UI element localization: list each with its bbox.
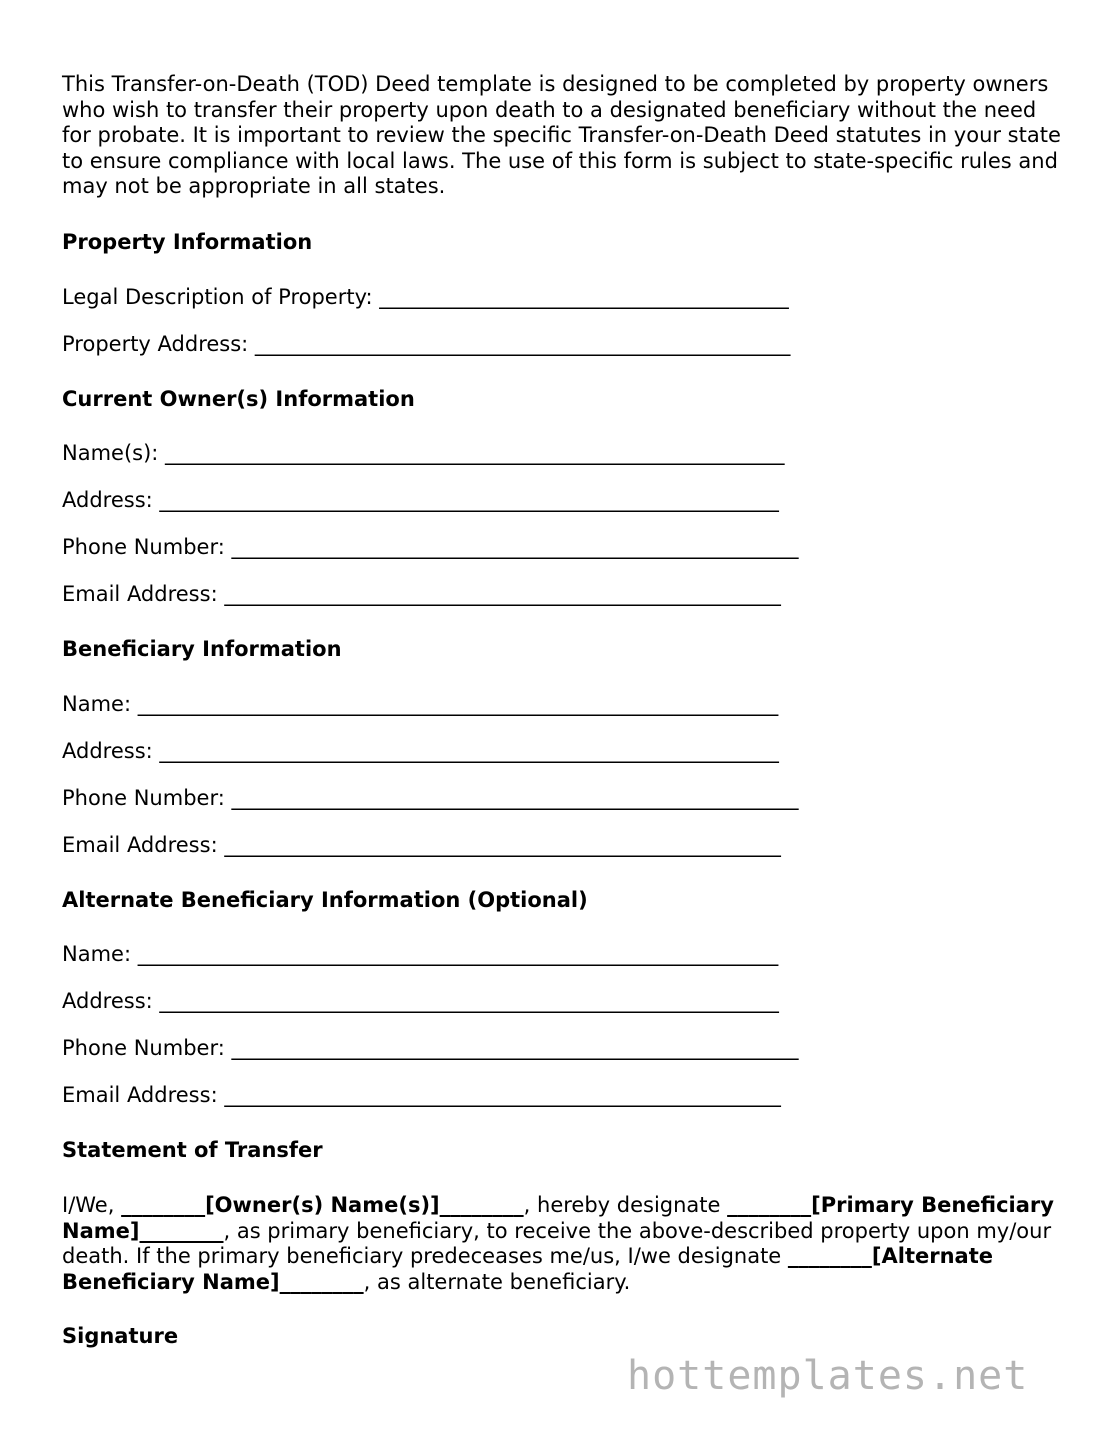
alternate-heading: Alternate Beneficiary Information (Optional)	[62, 887, 588, 912]
owner-names-field[interactable]: Name(s): ___________________________________________________________	[62, 440, 785, 465]
alternate-beneficiary-placeholder[interactable]: ________[Alternate Beneficiary Name]________	[62, 1244, 993, 1294]
alternate-name-field[interactable]: Name: _____________________________________________________________	[62, 941, 779, 966]
property-address-field[interactable]: Property Address: ___________________________________________________	[62, 331, 791, 356]
beneficiary-name-field[interactable]: Name: _____________________________________________________________	[62, 691, 779, 716]
owner-name-placeholder[interactable]: ________[Owner(s) Name(s)]________	[121, 1192, 524, 1217]
owner-phone-field[interactable]: Phone Number: ______________________________________________________	[62, 534, 799, 559]
beneficiary-address-field[interactable]: Address: ___________________________________________________________	[62, 738, 779, 763]
watermark: hottemplates.net	[627, 1353, 1029, 1399]
beneficiary-heading: Beneficiary Information	[62, 636, 342, 661]
owner-email-field[interactable]: Email Address: _____________________________________________________	[62, 581, 781, 606]
statement-text-3: , as primary beneficiary, to receive the above-described property upon my/our death. If the primary beneficiary predeceases me/us, I/we designate	[62, 1218, 1052, 1269]
primary-beneficiary-placeholder[interactable]: ________[Primary Beneficiary Name]________	[62, 1192, 1054, 1243]
intro-paragraph: This Transfer-on-Death (TOD) Deed template is designed to be completed by property owners who wish to transfer their property upon death to a designated beneficiary without the need for probate. It is important to review the specific Transfer-on-Death Deed statutes in your state to ensure compliance with local laws. The use of this form is subject to state-specific rules and may not be appropriate in all states.	[62, 72, 1061, 199]
legal-description-field[interactable]: Legal Description of Property: _______________________________________	[62, 284, 789, 309]
statement-paragraph	[62, 1193, 1062, 1295]
statement-heading: Statement of Transfer	[62, 1137, 323, 1162]
beneficiary-phone-field[interactable]: Phone Number: ______________________________________________________	[62, 785, 799, 810]
signature-heading: Signature	[62, 1324, 179, 1349]
property-heading: Property Information	[62, 229, 313, 254]
owner-heading: Current Owner(s) Information	[62, 386, 415, 411]
statement-text-1: I/We,	[62, 1192, 122, 1217]
alternate-email-field[interactable]: Email Address: _____________________________________________________	[62, 1082, 781, 1107]
statement-text-2: , hereby designate	[523, 1192, 728, 1217]
alternate-address-field[interactable]: Address: ___________________________________________________________	[62, 988, 779, 1013]
beneficiary-email-field[interactable]: Email Address: _____________________________________________________	[62, 832, 781, 857]
alternate-phone-field[interactable]: Phone Number: ______________________________________________________	[62, 1035, 799, 1060]
statement-text-4: , as alternate beneficiary.	[363, 1269, 631, 1294]
owner-address-field[interactable]: Address: ___________________________________________________________	[62, 487, 779, 512]
document-page	[62, 72, 1062, 1349]
